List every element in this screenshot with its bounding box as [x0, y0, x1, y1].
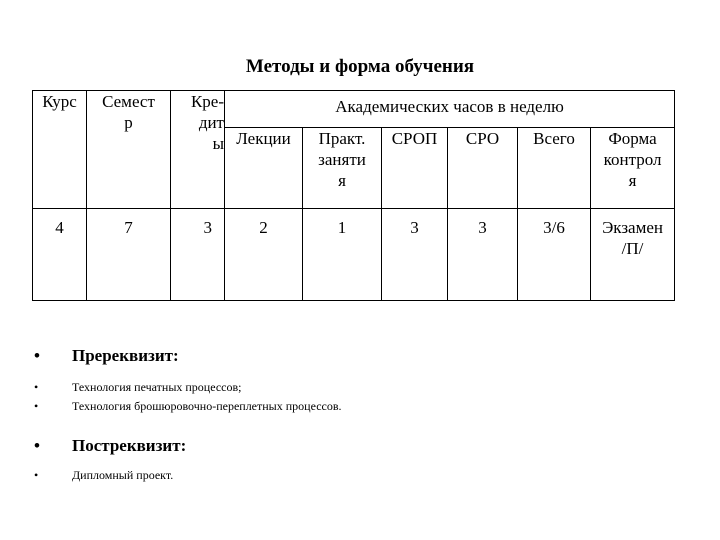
- header-semester-line2: р: [124, 113, 133, 132]
- bullet-icon: •: [34, 380, 39, 394]
- header-control-line1: Форма: [608, 129, 657, 148]
- cell-total: 3/6: [518, 209, 591, 301]
- header-sro-label: СРО: [465, 129, 500, 148]
- header-lectures: [225, 128, 303, 209]
- course-table: [32, 90, 675, 301]
- header-lectures-label: Лекции: [236, 129, 291, 148]
- cell-control-line1: Экзамен: [602, 218, 663, 237]
- cell-practice: 1: [303, 209, 382, 301]
- header-course: [33, 91, 87, 209]
- cell-course: 4: [33, 209, 87, 301]
- list-item: [32, 468, 672, 483]
- header-control: [591, 128, 675, 209]
- prereq-item: Технология печатных процессов;: [72, 380, 242, 394]
- header-semester: [87, 91, 171, 209]
- header-credits-line1: Кре-: [190, 92, 224, 111]
- postreq-heading: Постреквизит:: [72, 436, 187, 455]
- header-course-label: Курс: [42, 92, 77, 111]
- header-practice-line1: Практ.: [318, 129, 366, 148]
- table-row: [33, 209, 675, 301]
- header-hours-label: Академических часов в неделю: [335, 97, 564, 116]
- cell-sro: 3: [448, 209, 518, 301]
- bullet-icon: •: [34, 346, 40, 365]
- header-total-label: Всего: [533, 129, 575, 148]
- cell-control-line2: /П/: [621, 239, 644, 258]
- list-item-postreq-heading: [32, 436, 672, 456]
- requisites-list: [32, 346, 672, 483]
- list-item-prereq-heading: [32, 346, 672, 366]
- cell-control: [591, 209, 675, 301]
- bullet-icon: •: [34, 436, 40, 455]
- cell-lectures: 2: [225, 209, 303, 301]
- list-item: [32, 399, 672, 414]
- header-credits: [171, 91, 225, 209]
- cell-semester: 7: [87, 209, 171, 301]
- header-hours-group: [225, 91, 675, 128]
- header-semester-line1: Семест: [102, 92, 155, 111]
- header-credits-line2: дит: [198, 113, 224, 132]
- prereq-heading: Пререквизит:: [72, 346, 179, 365]
- list-item: [32, 380, 672, 395]
- bullet-icon: •: [34, 468, 39, 482]
- header-control-line2: контрол: [603, 150, 662, 169]
- cell-credits: 3: [171, 209, 225, 301]
- prereq-item: Технология брошюровочно-переплетных процессов.: [72, 399, 342, 413]
- bullet-icon: •: [34, 399, 39, 413]
- header-srop: [382, 128, 448, 209]
- header-total: [518, 128, 591, 209]
- postreq-item: Дипломный проект.: [72, 468, 174, 482]
- header-sro: [448, 128, 518, 209]
- header-practice-line3: я: [338, 171, 346, 190]
- header-practice: [303, 128, 382, 209]
- page-title: Методы и форма обучения: [245, 56, 475, 77]
- header-credits-line3: ы: [212, 134, 224, 153]
- header-srop-label: СРОП: [391, 129, 438, 148]
- header-practice-line2: заняти: [318, 150, 366, 169]
- header-control-line3: я: [628, 171, 637, 190]
- cell-srop: 3: [382, 209, 448, 301]
